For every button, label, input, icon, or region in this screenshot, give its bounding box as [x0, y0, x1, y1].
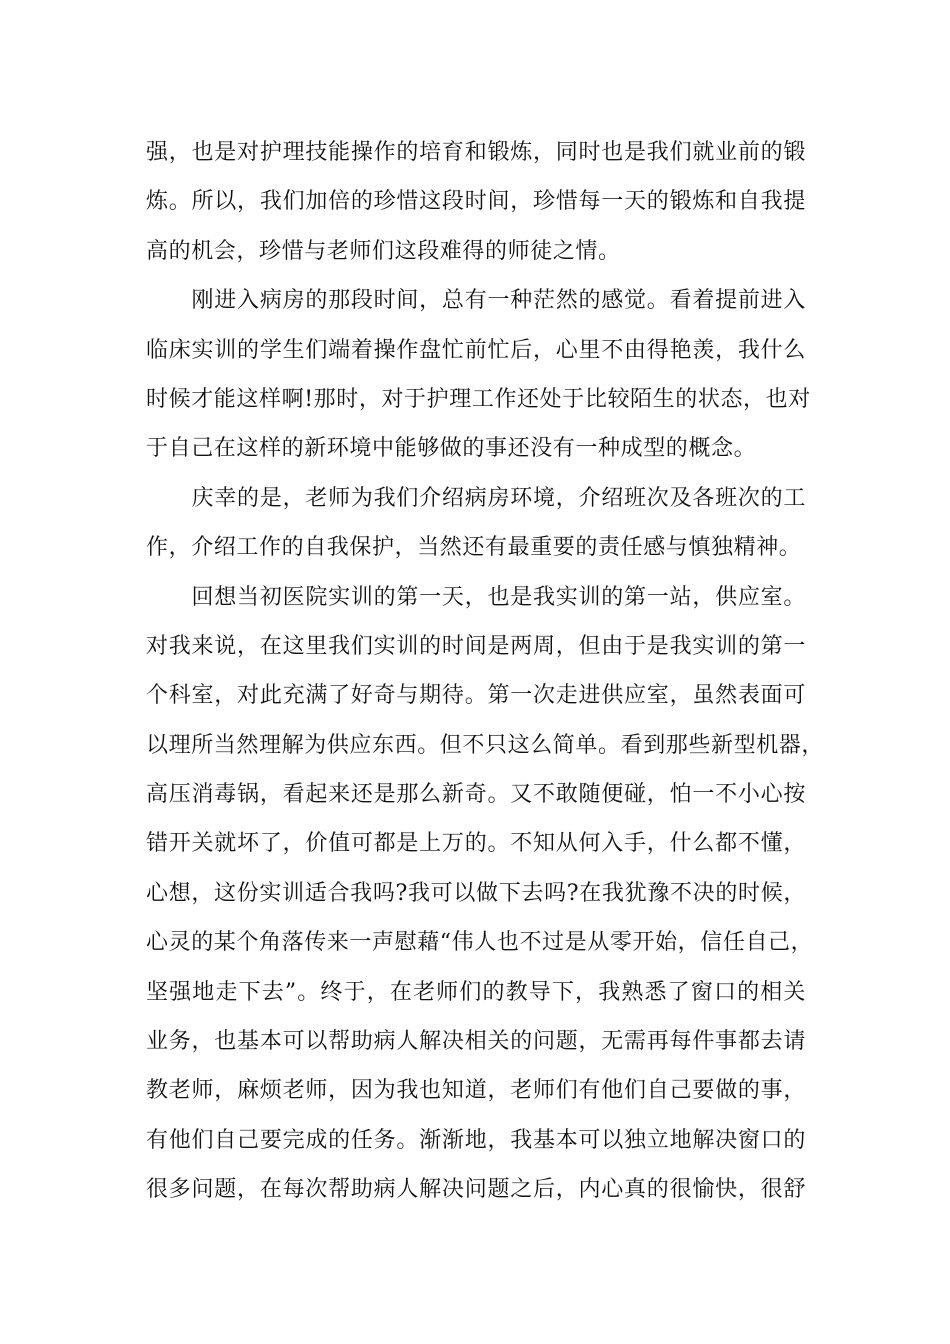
text-line: 个科室，对此充满了好奇与期待。第一次走进供应室，虽然表面可 — [146, 683, 806, 709]
text-line: 炼。所以，我们加倍的珍惜这段时间，珍惜每一天的锻炼和自我提 — [146, 189, 806, 215]
text-line: 教老师，麻烦老师，因为我也知道，老师们有他们自己要做的事， — [146, 1078, 806, 1104]
body-text — [146, 128, 825, 1215]
text-line: 对我来说，在这里我们实训的时间是两周，但由于是我实训的第一 — [146, 633, 806, 659]
text-line: 刚进入病房的那段时间，总有一种茫然的感觉。看着提前进入 — [146, 288, 806, 314]
text-line: 时候才能这样啊!那时，对于护理工作还处于比较陌生的状态，也对 — [146, 386, 811, 412]
text-line: 高的机会，珍惜与老师们这段难得的师徒之情。 — [146, 238, 621, 264]
text-line: 有他们自己要完成的任务。渐渐地，我基本可以独立地解决窗口的 — [146, 1127, 806, 1153]
text-line: 以理所当然理解为供应东西。但不只这么简单。看到那些新型机器， — [146, 732, 825, 758]
text-line: 庆幸的是，老师为我们介绍病房环境，介绍班次及各班次的工 — [146, 485, 806, 511]
text-line: 回想当初医院实训的第一天，也是我实训的第一站，供应室。 — [146, 584, 806, 610]
text-line: 很多问题，在每次帮助病人解决问题之后，内心真的很愉快，很舒 — [146, 1177, 806, 1203]
text-line: 于自己在这样的新环境中能够做的事还没有一种成型的概念。 — [146, 436, 757, 462]
text-line: 心想，这份实训适合我吗?我可以做下去吗?在我犹豫不决的时候， — [146, 880, 806, 906]
text-line: 强，也是对护理技能操作的培育和锻炼，同时也是我们就业前的锻 — [146, 140, 806, 165]
text-line: 业务，也基本可以帮助病人解决相关的问题，无需再每件事都去请 — [146, 1029, 806, 1055]
text-line: 心灵的某个角落传来一声慰藉“伟人也不过是从零开始，信任自己， — [146, 930, 814, 956]
text-line: 高压消毒锅，看起来还是那么新奇。又不敢随便碰，怕一不小心按 — [146, 782, 806, 808]
text-line: 错开关就坏了，价值可都是上万的。不知从何入手，什么都不懂， — [146, 831, 806, 857]
text-line: 坚强地走下去”。终于，在老师们的教导下，我熟悉了窗口的相关 — [146, 979, 806, 1005]
text-line: 临床实训的学生们端着操作盘忙前忙后，心里不由得艳羡，我什么 — [146, 337, 806, 363]
text-line: 作，介绍工作的自我保护，当然还有最重要的责任感与慎独精神。 — [146, 535, 802, 561]
